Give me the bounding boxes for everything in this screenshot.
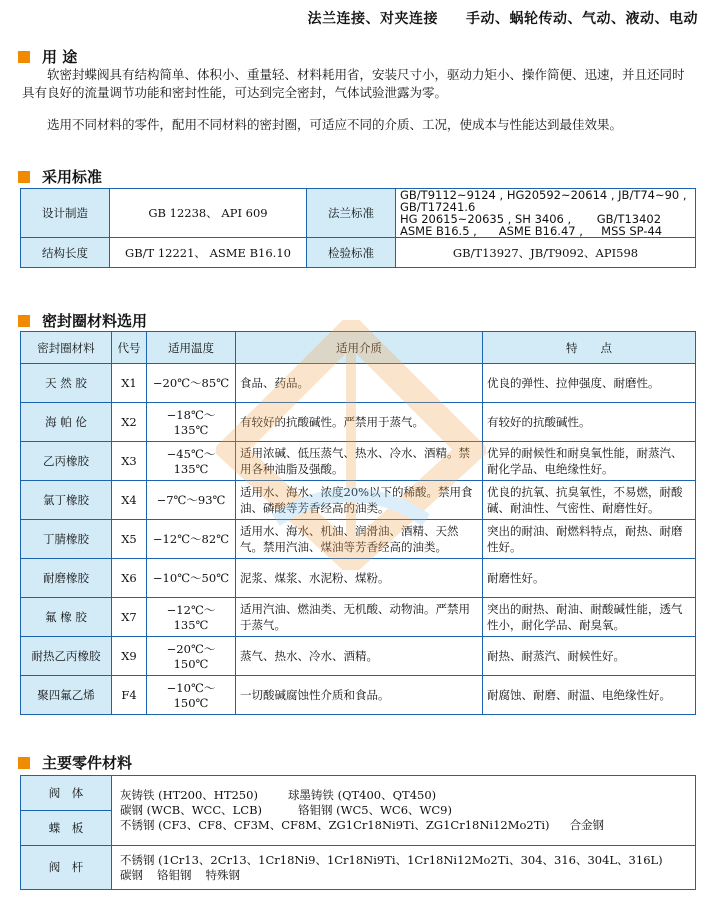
media-cell: 有较好的抗酸碱性。严禁用于蒸气。 xyxy=(236,403,483,442)
temperature-cell: −20℃～85℃ xyxy=(147,364,236,403)
media-cell: 食品、药品。 xyxy=(236,364,483,403)
code-cell: X2 xyxy=(112,403,147,442)
media-cell: 适用汽油、燃油类、无机酸、动物油。严禁用于蒸气。 xyxy=(236,598,483,637)
feature-cell: 优异的耐候性和耐臭氧性能，耐蒸汽、耐化学品、电绝缘性好。 xyxy=(483,442,696,481)
feature-cell: 优良的弹性、拉伸强度、耐磨性。 xyxy=(483,364,696,403)
flange-label: 法兰标准 xyxy=(307,189,396,238)
table-row xyxy=(21,481,696,520)
code-cell: X5 xyxy=(112,520,147,559)
parts-table xyxy=(20,775,696,890)
media-cell: 适用水、海水、浓度20%以下的稀酸。禁用食油、磷酸等芳香经高的油类。 xyxy=(236,481,483,520)
orange-square-icon xyxy=(18,315,30,327)
media-cell: 蒸气、热水、冷水、酒精。 xyxy=(236,637,483,676)
parts-heading: 主要零件材料 xyxy=(18,752,132,773)
table-row xyxy=(21,442,696,481)
table-row xyxy=(21,520,696,559)
body-disc-materials: 灰铸铁 (HT200、HT250) 球墨铸铁 (QT400、QT450) 碳钢 (WCB、WCC、LCB) 铬钼钢 (WC5、WC6、WC9) 不锈钢 (CF3、CF8、CF3M、CF8M、ZG1Cr18Ni9Ti、ZG1Cr18Ni12Mo2Ti) 合金钢 xyxy=(112,776,696,846)
table-row xyxy=(21,403,696,442)
header-line xyxy=(308,8,699,28)
length-label: 结构长度 xyxy=(21,238,110,268)
media-cell: 适用水、海水、机油、润滑油、酒精、天然气。禁用汽油、煤油等芳香经高的油类。 xyxy=(236,520,483,559)
temperature-cell: −10℃～150℃ xyxy=(147,676,236,715)
material-cell: 乙丙橡胶 xyxy=(21,442,112,481)
feature-cell: 耐磨性好。 xyxy=(483,559,696,598)
code-cell: X4 xyxy=(112,481,147,520)
temperature-cell: −7℃～93℃ xyxy=(147,481,236,520)
material-cell: 聚四氟乙烯 xyxy=(21,676,112,715)
orange-square-icon xyxy=(18,171,30,183)
material-cell: 氯丁橡胶 xyxy=(21,481,112,520)
media-cell: 泥浆、煤浆、水泥粉、煤粉。 xyxy=(236,559,483,598)
flange-value: GB/T9112~9124 , HG20592~20614 , JB/T74~90 , GB/T17241.6 HG 20615~20635 , SH 3406 , GB/T13402 ASME B16.5 , ASME B16.47 , MSS SP-44 xyxy=(396,189,696,238)
feature-cell: 突出的耐油、耐燃料特点，耐热、耐磨性好。 xyxy=(483,520,696,559)
temperature-cell: −45℃～135℃ xyxy=(147,442,236,481)
code-cell: X9 xyxy=(112,637,147,676)
connection-types: 法兰连接、对夹连接 xyxy=(307,11,438,27)
table-row xyxy=(21,364,696,403)
table-row xyxy=(21,637,696,676)
usage-heading: 用 途 xyxy=(18,46,77,67)
code-cell: X3 xyxy=(112,442,147,481)
standards-heading: 采用标准 xyxy=(18,166,102,187)
length-value: GB/T 12221、 ASME B16.10 xyxy=(110,238,307,268)
temperature-cell: −10℃～50℃ xyxy=(147,559,236,598)
orange-square-icon xyxy=(18,51,30,63)
header-code: 代号 xyxy=(112,332,147,364)
material-cell: 耐热乙丙橡胶 xyxy=(21,637,112,676)
code-cell: F4 xyxy=(112,676,147,715)
code-cell: X6 xyxy=(112,559,147,598)
media-cell: 适用浓碱、低压蒸气、热水、冷水、酒精。禁用各种油脂及强酸。 xyxy=(236,442,483,481)
header-feature: 特 点 xyxy=(483,332,696,364)
design-label: 设计制造 xyxy=(21,189,110,238)
body-label: 阀 体 xyxy=(21,776,112,811)
standards-table xyxy=(20,188,696,268)
material-cell: 氟 橡 胶 xyxy=(21,598,112,637)
code-cell: X1 xyxy=(112,364,147,403)
orange-square-icon xyxy=(18,757,30,769)
material-cell: 丁腈橡胶 xyxy=(21,520,112,559)
inspect-value: GB/T13927、JB/T9092、API598 xyxy=(396,238,696,268)
material-cell: 耐磨橡胶 xyxy=(21,559,112,598)
temperature-cell: −12℃～82℃ xyxy=(147,520,236,559)
material-cell: 天 然 胶 xyxy=(21,364,112,403)
stem-materials: 不锈钢 (1Cr13、2Cr13、1Cr18Ni9、1Cr18Ni9Ti、1Cr18Ni12Mo2Ti、304、316、304L、316L) 碳钢 铬钼钢 特殊钢 xyxy=(112,846,696,890)
table-row xyxy=(21,676,696,715)
media-cell: 一切酸碱腐蚀性介质和食品。 xyxy=(236,676,483,715)
material-cell: 海 帕 伦 xyxy=(21,403,112,442)
table-row xyxy=(21,598,696,637)
temperature-cell: −20℃～150℃ xyxy=(147,637,236,676)
stem-label: 阀 杆 xyxy=(21,846,112,890)
feature-cell: 突出的耐热、耐油、耐酸碱性能，透气性小，耐化学品、耐臭氧。 xyxy=(483,598,696,637)
code-cell: X7 xyxy=(112,598,147,637)
header-material: 密封圈材料 xyxy=(21,332,112,364)
drive-types: 手动、蜗轮传动、气动、液动、电动 xyxy=(466,11,698,27)
disc-label: 蝶 板 xyxy=(21,811,112,846)
temperature-cell: −12℃～135℃ xyxy=(147,598,236,637)
feature-cell: 优良的抗氧、抗臭氧性，不易燃，耐酸碱、耐油性、气密性、耐磨性好。 xyxy=(483,481,696,520)
design-value: GB 12238、 API 609 xyxy=(110,189,307,238)
seal-material-table xyxy=(20,331,696,715)
header-media: 适用介质 xyxy=(236,332,483,364)
usage-paragraph-2: 选用不同材料的零件，配用不同材料的密封圈，可适应不同的介质、工况，使成本与性能达到最佳效果。 xyxy=(47,117,623,132)
inspect-label: 检验标准 xyxy=(307,238,396,268)
feature-cell: 有较好的抗酸碱性。 xyxy=(483,403,696,442)
feature-cell: 耐热、耐蒸汽、耐候性好。 xyxy=(483,637,696,676)
table-row xyxy=(21,559,696,598)
feature-cell: 耐腐蚀、耐磨、耐温、电绝缘性好。 xyxy=(483,676,696,715)
usage-paragraph-1: 软密封蝶阀具有结构简单、体积小、重量轻、材料耗用省，安装尺寸小，驱动力矩小、操作简便、迅速，并且还同时具有良好的流量调节功能和密封性能，可达到完全密封，气体试验泄露为零。 xyxy=(22,67,685,100)
seals-heading: 密封圈材料选用 xyxy=(18,310,147,331)
temperature-cell: −18℃～135℃ xyxy=(147,403,236,442)
header-temperature: 适用温度 xyxy=(147,332,236,364)
